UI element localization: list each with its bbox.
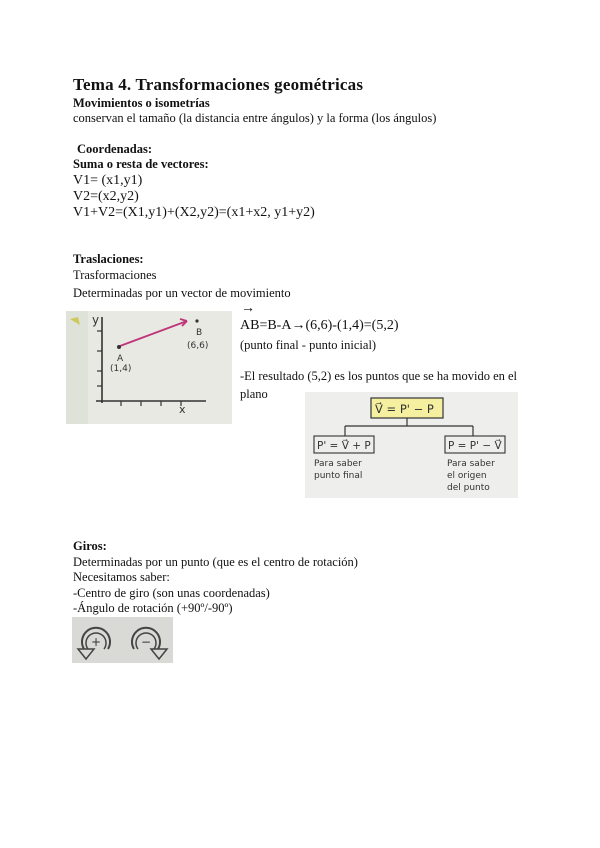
isometries-text: conservan el tamaño (la distancia entre ángulos) y la forma (los ángulos) xyxy=(73,111,437,125)
left-note-line: punto final xyxy=(314,471,363,481)
x-axis-label: x xyxy=(179,403,186,416)
coords-heading: Coordenadas: xyxy=(77,142,153,156)
rotation-icons-image xyxy=(72,617,173,663)
point-a xyxy=(117,345,121,349)
rotations-line: Necesitamos saber: xyxy=(73,570,170,584)
vector-sketch-image xyxy=(66,311,232,424)
translations-line: Determinadas por un vector de movimiento xyxy=(73,286,291,300)
right-note-line: Para saber xyxy=(447,459,495,469)
left-note-line: Para saber xyxy=(314,459,362,469)
formula-left: P' = V⃗ + P xyxy=(317,440,371,452)
result-line: -El resultado (5,2) es los puntos que se ha movido en el xyxy=(240,369,518,383)
coords-line: V1= (x1,y1) xyxy=(73,173,143,188)
formula-diagram-image xyxy=(305,392,518,498)
coords-subheading: Suma o resta de vectores: xyxy=(73,157,209,171)
translations-line: Trasformaciones xyxy=(73,268,157,282)
point-a-coords: (1,4) xyxy=(110,364,132,374)
rotations-line: Determinadas por un punto (que es el centro de rotación) xyxy=(73,555,358,569)
rotations-line: -Centro de giro (son unas coordenadas) xyxy=(73,586,270,600)
formula-top: V⃗ = P' − P xyxy=(375,402,434,416)
rotate-positive-label: + xyxy=(91,635,102,649)
result-line: plano xyxy=(240,387,268,401)
point-b xyxy=(195,319,198,322)
coords-line: V1+V2=(X1,y1)+(X2,y2)=(x1+x2, y1+y2) xyxy=(73,205,315,220)
right-note-line: del punto xyxy=(447,483,490,493)
y-axis-label: y xyxy=(92,313,100,327)
vector-arrow: → xyxy=(241,301,255,316)
translation-formula: AB=B-A→(6,6)-(1,4)=(5,2) xyxy=(240,318,399,333)
formula-right: P = P' − V⃗ xyxy=(448,440,502,452)
coords-line: V2=(x2,y2) xyxy=(73,189,139,204)
formula-note: (punto final - punto inicial) xyxy=(240,338,377,352)
isometries-heading: Movimientos o isometrías xyxy=(73,96,210,110)
rotations-heading: Giros: xyxy=(73,539,107,553)
point-b-label: B xyxy=(196,328,203,338)
rotate-negative-label: − xyxy=(141,635,152,649)
right-note-line: el origen xyxy=(447,471,487,481)
point-b-coords: (6,6) xyxy=(187,341,209,351)
rotations-line: -Ángulo de rotación (+90º/-90º) xyxy=(73,601,233,615)
point-a-label: A xyxy=(117,354,124,364)
page-title: Tema 4. Transformaciones geométricas xyxy=(73,75,364,94)
translations-heading: Traslaciones: xyxy=(73,252,144,266)
